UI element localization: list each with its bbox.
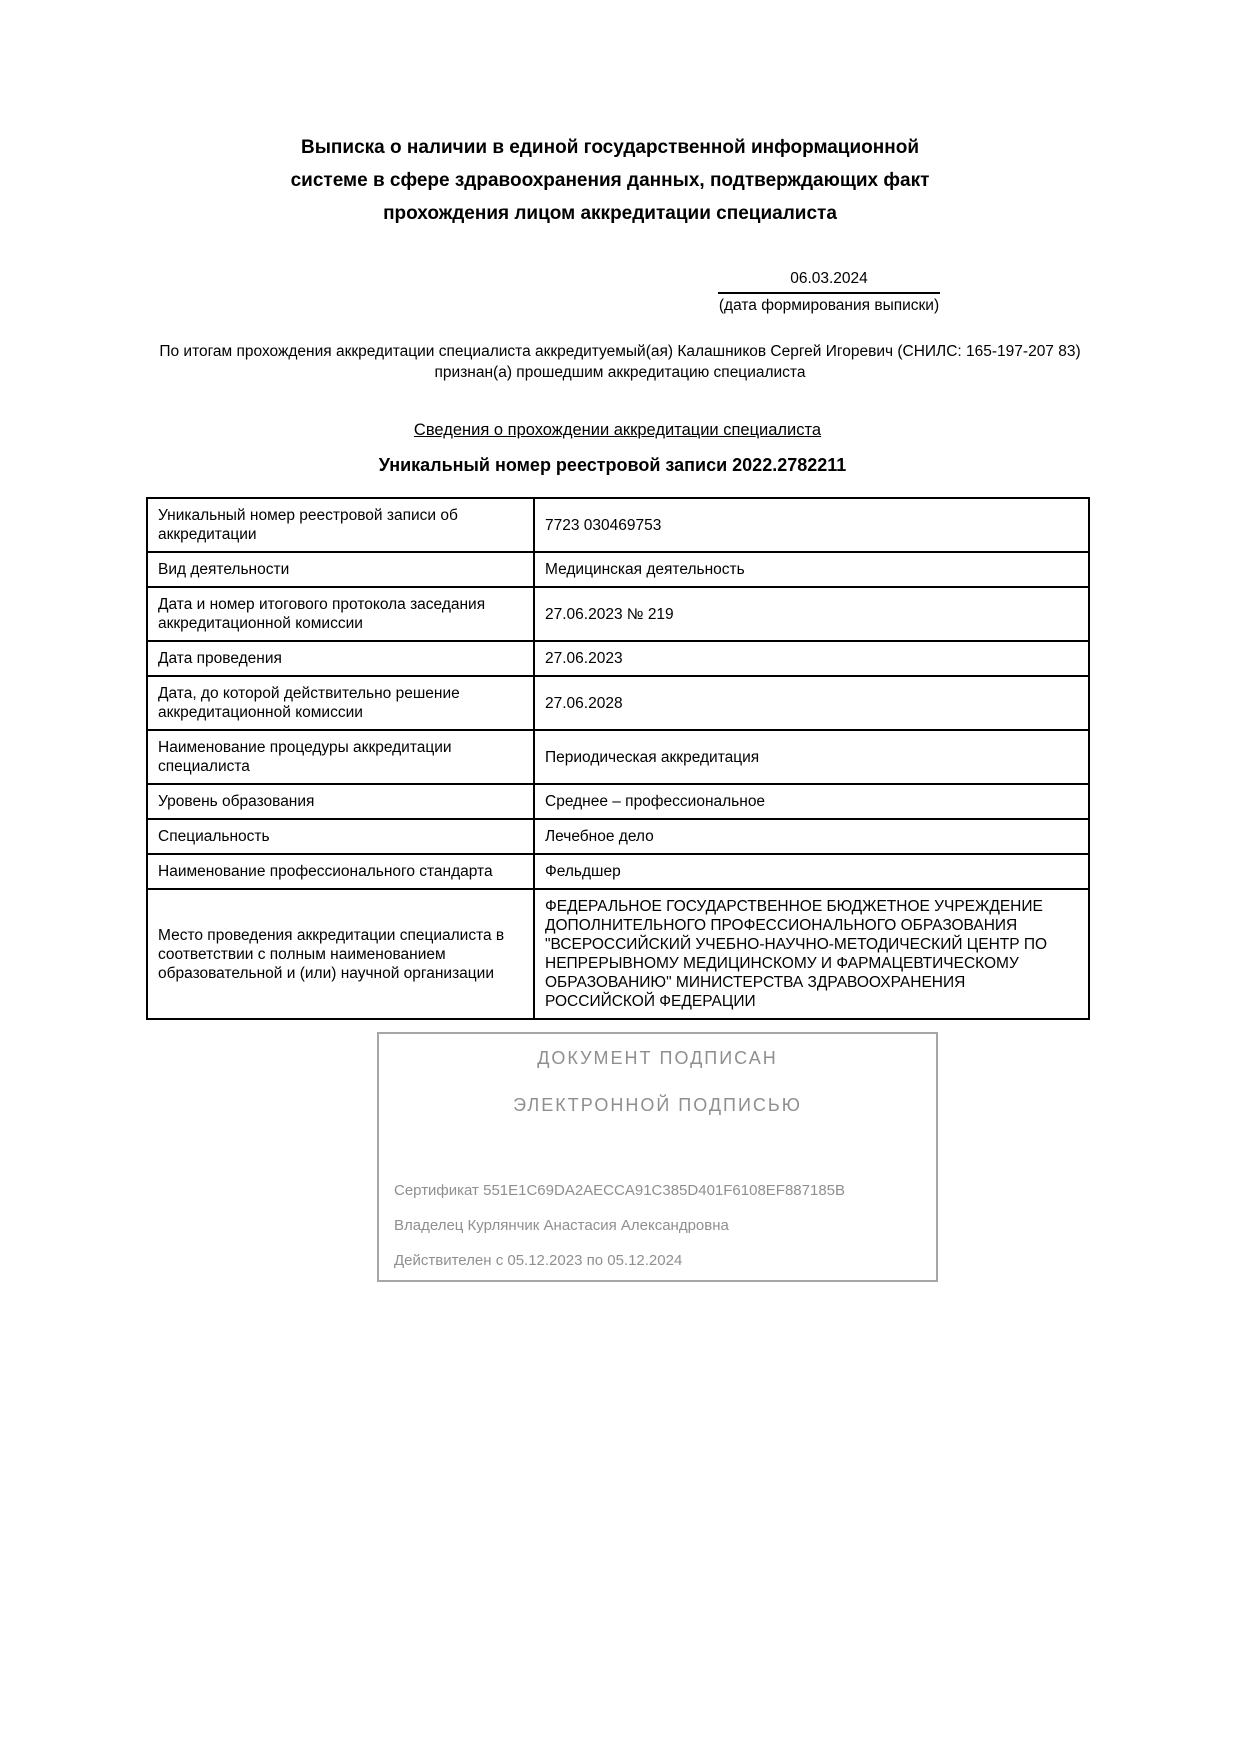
row-label-cell: Вид деятельности xyxy=(147,552,534,587)
electronic-signature-stamp xyxy=(377,1032,938,1282)
row-label-cell: Место проведения аккредитации специалиста в соответствии с полным наименованием образовательной и (или) научной организации xyxy=(147,889,534,1019)
row-label-cell: Наименование профессионального стандарта xyxy=(147,854,534,889)
stamp-owner: Владелец Курлянчик Анастасия Александровна xyxy=(394,1217,729,1234)
table-row xyxy=(147,676,1089,730)
table-row xyxy=(147,889,1089,1019)
row-label-cell: Дата, до которой действительно решение аккредитационной комиссии xyxy=(147,676,534,730)
stamp-title-line: ДОКУМЕНТ ПОДПИСАН xyxy=(537,1048,778,1068)
document-title-line: системе в сфере здравоохранения данных, подтверждающих факт xyxy=(290,170,930,191)
row-label-cell: Уровень образования xyxy=(147,784,534,819)
document-title-line: Выписка о наличии в единой государственной информационной xyxy=(300,137,920,158)
row-value-cell: 7723 030469753 xyxy=(534,498,1089,552)
row-value-cell: Лечебное дело xyxy=(534,819,1089,854)
stamp-title-line: ЭЛЕКТРОННОЙ ПОДПИСЬЮ xyxy=(513,1095,802,1115)
row-value-cell: 27.06.2028 xyxy=(534,676,1089,730)
table-row xyxy=(147,819,1089,854)
row-value-cell: Медицинская деятельность xyxy=(534,552,1089,587)
row-value-cell: ФЕДЕРАЛЬНОЕ ГОСУДАРСТВЕННОЕ БЮДЖЕТНОЕ УЧРЕЖДЕНИЕ ДОПОЛНИТЕЛЬНОГО ПРОФЕССИОНАЛЬНОГО ОБРАЗОВАНИЯ "ВСЕРОССИЙСКИЙ УЧЕБНО-НАУЧНО-МЕТОДИЧЕСКИЙ ЦЕНТР ПО НЕПРЕРЫВНОМУ МЕДИЦИНСКОМУ И ФАРМАЦЕВТИЧЕСКОМУ ОБРАЗОВАНИЮ" МИНИСТЕРСТВА ЗДРАВООХРАНЕНИЯ РОССИЙСКОЙ ФЕДЕРАЦИИ xyxy=(534,889,1089,1019)
formation-date-block xyxy=(718,270,940,315)
row-value-cell: 27.06.2023 xyxy=(534,641,1089,676)
table-row xyxy=(147,498,1089,552)
row-value-cell: Фельдшер xyxy=(534,854,1089,889)
table-row xyxy=(147,784,1089,819)
registry-record-heading: Уникальный номер реестровой записи 2022.2782211 xyxy=(378,455,847,475)
row-value-cell: 27.06.2023 № 219 xyxy=(534,587,1089,641)
accreditation-summary-line: признан(а) прошедшим аккредитацию специалиста xyxy=(434,364,806,381)
table-row xyxy=(147,641,1089,676)
stamp-validity: Действителен с 05.12.2023 по 05.12.2024 xyxy=(394,1252,683,1269)
accreditation-details-table xyxy=(146,497,1090,1020)
row-label-cell: Дата проведения xyxy=(147,641,534,676)
accreditation-summary-line: По итогам прохождения аккредитации специалиста аккредитуемый(ая) Калашников Сергей Игоревич (СНИЛС: 165-197-207 83) xyxy=(159,343,1081,360)
row-label-cell: Уникальный номер реестровой записи об аккредитации xyxy=(147,498,534,552)
row-value-cell: Периодическая аккредитация xyxy=(534,730,1089,784)
row-value-cell: Среднее – профессиональное xyxy=(534,784,1089,819)
section-heading: Сведения о прохождении аккредитации специалиста xyxy=(413,421,822,439)
row-label-cell: Наименование процедуры аккредитации специалиста xyxy=(147,730,534,784)
table-row xyxy=(147,552,1089,587)
formation-date-value: 06.03.2024 xyxy=(718,270,940,294)
row-label-cell: Дата и номер итогового протокола заседания аккредитационной комиссии xyxy=(147,587,534,641)
stamp-certificate: Сертификат 551E1C69DA2AECCA91C385D401F6108EF887185B xyxy=(394,1182,846,1199)
formation-date-caption: (дата формирования выписки) xyxy=(718,297,940,314)
table-row xyxy=(147,730,1089,784)
document-title-line: прохождения лицом аккредитации специалиста xyxy=(383,203,837,224)
row-label-cell: Специальность xyxy=(147,819,534,854)
table-row xyxy=(147,854,1089,889)
accreditation-summary xyxy=(110,341,1130,383)
document-title xyxy=(0,131,1220,230)
table-row xyxy=(147,587,1089,641)
